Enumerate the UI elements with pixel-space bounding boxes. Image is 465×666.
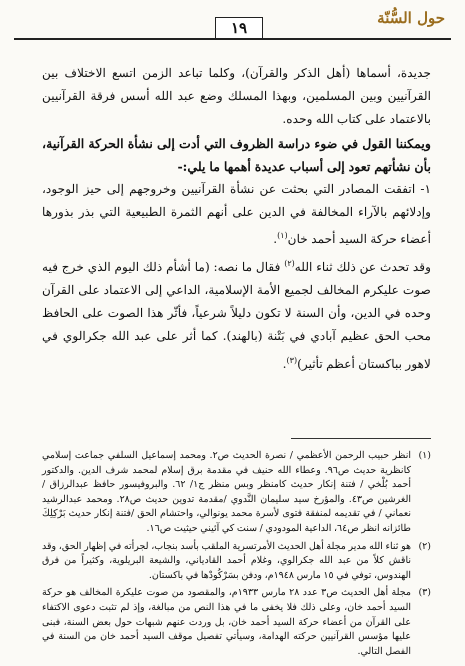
page-number: ١٩ xyxy=(215,17,263,39)
footnote-text: انظر حبيب الرحمن الأعظمي / نصرة الحديث ص٢. ومحمد إسماعيل السلفي جماعت إسلامي كانظرية حديث ص٩٦. وعطاء الله حنيف في مقدمة برق إسلام لمحمد شرف الدين. والدكتور أحمد بُلْخي / فتنة إنكار حديث كامنظر وبس منظر ج١/ ٦٢. والبروفيسور حافظ عبدالرزاق / الغرشين ص٤٣. والمؤرخ سيد سليمان النَّدوي /مقدمة تدوين حديث ص٢٨. ومحمد عبدالرشيد نعماني / في تقديمه لمنفقة فتوى لأسرة محمد يونوالي، واحتشام الحق /فتنة إنكار حديث بَرْكِلِكَ طائزانه انظر ص٦٤، الداعية المودودي / سنت كي آئيني حيثيت ص١٦. xyxy=(42,450,412,534)
footnote-number: (١) xyxy=(418,450,431,461)
paragraph-3 xyxy=(42,178,431,252)
paragraph-4-end: . xyxy=(282,356,287,371)
paragraph-4-tail: فقال ما نصه: (ما أشأم ذلك اليوم الذي خرج فيه صوت عليكرم المخالف لجميع الأمة الإسلامية، الداعي إلى الاعتماد على القرآن وحده في الدين، وأن السنة لا تكون دليلاً شرعياً، فأثّر هذا الصوت على الحافظ محب الحق عظيم آبادي في بَتْنة (بالهند). كما أثر على عبد الله جكرالوي في لاهور بباكستان أعظم تأثير) xyxy=(42,259,431,371)
running-title: حول السُّنّة xyxy=(377,9,445,27)
footnote-number: (٣) xyxy=(418,587,431,599)
paragraph-1 xyxy=(42,62,431,132)
paragraph-2 xyxy=(42,132,431,178)
paragraph-1-text: جديدة، أسماها (أهل الذكر والقرآن)، وكلما تباعد الزمن اتسع الاختلاف بين القرآنيين وبين المسلمين، وبهذا المسلك وضع عبد الله أسس فرقة القرآنيين بالاعتماد على كتاب الله وحده. xyxy=(42,66,431,127)
paragraph-3-text: ١- اتفقت المصادر التي بحثت عن نشأة القرآنيين وخروجهم إلى حيز الوجود، وإدلائهم بالآراء المخالفة في الدين على أنهم الثمرة الطبيعية التي بذر بذورها أعضاء حركة السيد أحمد خان xyxy=(42,182,431,247)
header-rule xyxy=(14,38,451,40)
main-text xyxy=(42,62,431,376)
page-header xyxy=(14,5,451,45)
footnote-ref-1[interactable]: (١) xyxy=(277,231,288,241)
paragraph-4 xyxy=(42,252,431,376)
footnote-ref-3[interactable]: (٣) xyxy=(286,355,298,365)
footnote-2 xyxy=(42,540,431,584)
footnote-separator xyxy=(291,438,431,439)
footnote-ref-2[interactable]: (٢) xyxy=(284,258,295,268)
footnote-number: (٢) xyxy=(418,540,431,552)
footnote-text: مجلة أهل الحديث ص٣ عدد ٢٨ مارس ١٩٣٣م، والمقصود من صوت عليكرة المخالف هو حركة السيد أحمد خان، وعلى ذلك فلا يخفى ما في هذا النص من مبالغة، وإذ لم تثبت دعوى الاكتفاء على القرآن من أعضاء حركة السيد أحمد خان، بل وردت عنهم شبهات حول بعض السنة، فبنى عليها مؤسس القرآنيين حركته الهدامة، وسيأتي تفصيل موقف السيد أحمد خان من السنة في الفصل التالي. xyxy=(42,587,411,657)
footnote-1 xyxy=(42,449,431,537)
footnote-3 xyxy=(42,586,431,659)
paragraph-2-text: ويمكننا القول في ضوء دراسة الظروف التي أدت إلى نشأة الحركة القرآنية، بأن نشأتهم تعود إلى أسباب عديدة أهمها ما يلي:- xyxy=(42,135,431,174)
footnotes xyxy=(42,449,431,662)
paragraph-3-tail: . xyxy=(273,232,278,247)
paragraph-4-text: وقد تحدث عن ذلك ثناء الله xyxy=(294,259,431,274)
footnote-text: هو ثناء الله مدير مجلة أهل الحديث الأمرتسرية الملقب بأسد بنجاب، لجرأته في إظهار الحق، وقد ناقش كلاً من عبد الله جكرالوي، وغلام أحمد القادياني، والشيعة البريلوية، وكثيراً من فرق الهندوس، توفي في ١٥ مارس ١٩٤٨م، ودفن بسَرْكُودْها في باكستان. xyxy=(42,540,411,581)
